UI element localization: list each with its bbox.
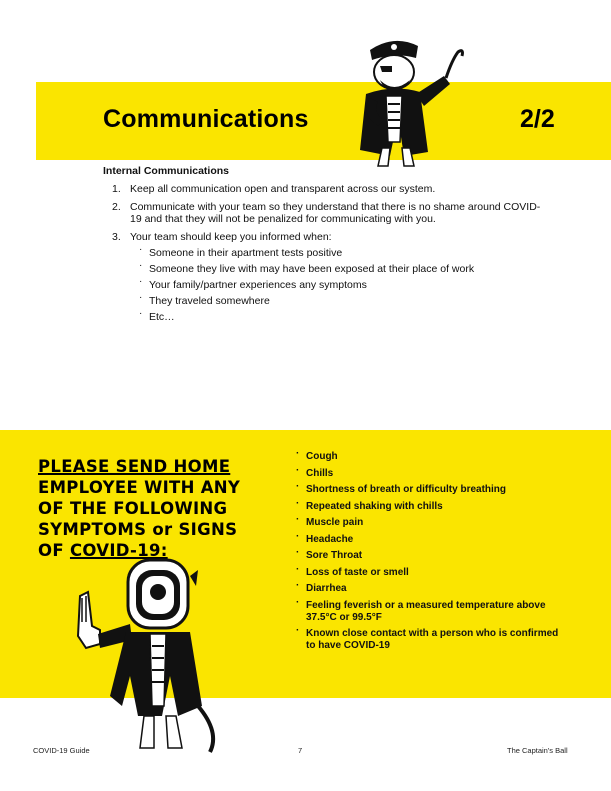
symptoms-list xyxy=(296,448,566,657)
list-item: · Headache xyxy=(296,530,354,545)
bullet-icon: · xyxy=(296,481,300,492)
list-item: · Feeling feverish or a measured temperature above 37.5°C or 99.5°F xyxy=(296,596,546,623)
page-indicator: 2/2 xyxy=(520,105,555,133)
bullet-icon: · xyxy=(296,596,300,608)
list-item: · Someone they live with may have been exposed at their place of work xyxy=(139,260,475,275)
bullet-icon: · xyxy=(296,464,300,476)
list-item: · Chills xyxy=(296,464,334,479)
bullet-icon: · xyxy=(296,580,300,591)
list-item: · Loss of taste or smell xyxy=(296,563,409,578)
list-item: · Diarrhea xyxy=(296,580,347,594)
bullet-icon: · xyxy=(139,292,143,303)
bullet-icon: · xyxy=(139,260,143,271)
list-item: 3. Your team should keep you informed when: · Someone in their apartment tests positive · Someone they live with may have been exposed at their place of work · Your family/partner experiences any symptoms · They traveled somewhere · Etc… xyxy=(110,231,550,323)
send-home-heading: PLEASE SEND HOME EMPLOYEE WITH ANY OF THE FOLLOWING SYMPTOMS or SIGNS OF COVID-19: xyxy=(38,457,241,560)
pirate-captain-icon xyxy=(332,32,470,170)
bullet-icon: · xyxy=(139,308,143,319)
footer-right: The Captain's Ball xyxy=(507,746,568,755)
bullet-icon: · xyxy=(296,497,300,509)
list-item: · Muscle pain xyxy=(296,514,364,528)
list-item: · Known close contact with a person who is confirmed to have COVID-19 xyxy=(296,625,559,651)
list-item: 2. Communicate with your team so they understand that there is no shame around COVID-19 and that they will not be penalized for communicating with you. xyxy=(112,201,541,225)
bullet-icon: · xyxy=(139,276,143,287)
list-item: · Sore Throat xyxy=(296,547,363,561)
list-item: · Your family/partner experiences any symptoms xyxy=(139,276,367,291)
bullet-icon: · xyxy=(296,625,300,636)
hazmat-character-icon xyxy=(70,556,235,756)
bullet-icon: · xyxy=(296,530,300,542)
bullet-icon: · xyxy=(296,547,300,558)
list-item: · Cough xyxy=(296,448,338,462)
list-item: 1. Keep all communication open and transparent across our system. xyxy=(112,183,436,195)
internal-communications-list xyxy=(110,183,550,329)
list-item: · Someone in their apartment tests positive xyxy=(139,244,343,259)
bullet-icon: · xyxy=(296,514,300,525)
page-number: 7 xyxy=(298,746,303,755)
list-item: · They traveled somewhere xyxy=(139,292,270,307)
page-title: Communications xyxy=(103,105,309,133)
bullet-icon: · xyxy=(296,563,300,575)
internal-communications-heading: Internal Communications xyxy=(103,165,230,177)
list-item: · Etc… xyxy=(139,308,175,323)
inform-when-list xyxy=(130,244,550,323)
bullet-icon: · xyxy=(139,244,143,255)
list-item: · Shortness of breath or difficulty breathing xyxy=(296,481,507,495)
bullet-icon: · xyxy=(296,448,300,459)
list-item: · Repeated shaking with chills xyxy=(296,497,443,512)
footer-left: COVID-19 Guide xyxy=(33,746,90,755)
